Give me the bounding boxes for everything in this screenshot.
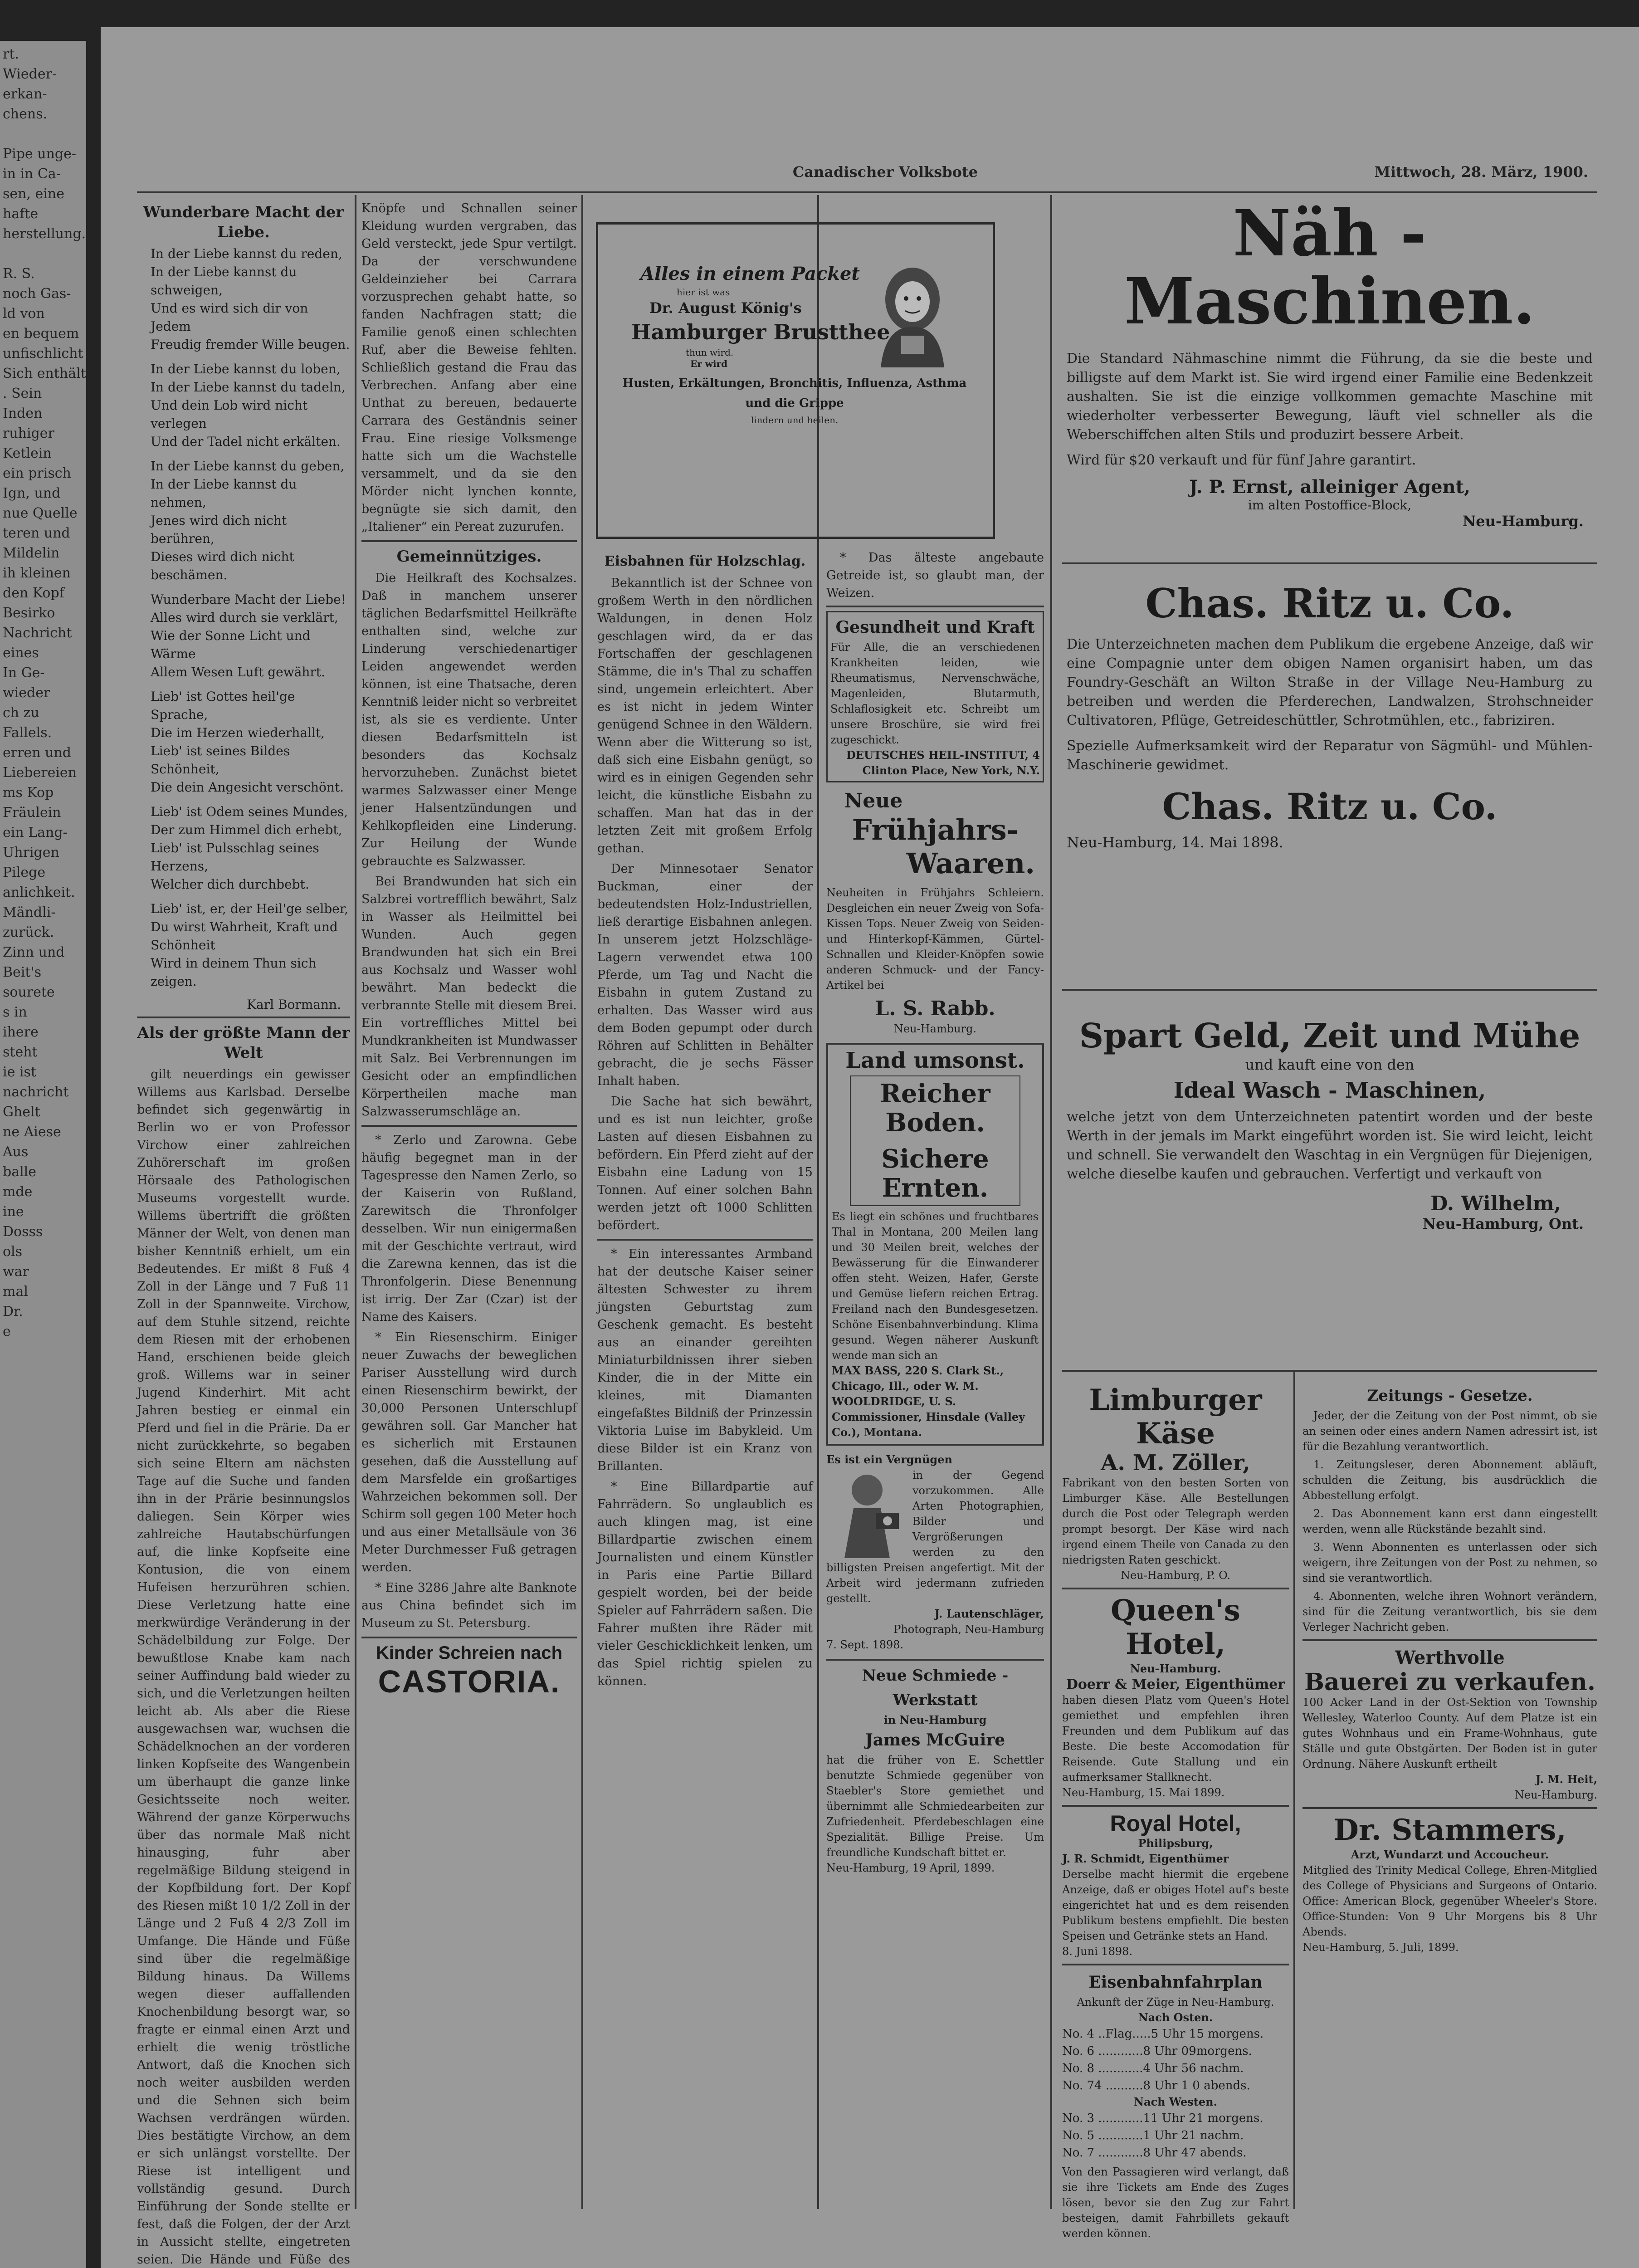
gemein-paragraph: Bei Brandwunden hat sich ein Salzbrei vortrefflich bewährt, Salz in Wasser als Heilmittel bei Wunden. Auch gegen Brandwunden hat sich ein Brei aus Kochsalz und Wasser wohl bewährt. Man bedeckt die verbrannte Stelle mit diesem Brei. Ein vortreffliches Mittel bei Mundkrankheiten ist Mundwasser mit Salz. Bei Verbrennungen im Gesicht oder an empfindlichen Körpertheilen mache man Salzwasserumschläge an. (361, 875, 577, 1119)
poem-line: Allem Wesen Luft gewährt. (151, 665, 325, 679)
strip-line: Beit's (3, 964, 42, 980)
divider (137, 1017, 350, 1018)
poem-stanzas (137, 245, 350, 991)
gemein-text (361, 569, 577, 1120)
poem-line: Du wirst Wahrheit, Kraft und Schönheit (151, 919, 338, 953)
strip-line: ie ist (3, 1064, 36, 1080)
wasch-sub: und kauft eine von den (1245, 1056, 1415, 1073)
stammers-sub: Arzt, Wundarzt und Accoucheur. (1351, 1848, 1549, 1861)
timetable-row: No. 7 ............8 Uhr 47 abends. (1062, 2146, 1247, 2160)
strip-line: sourete (3, 984, 55, 1000)
divider-maschinen (1062, 562, 1597, 564)
timetable-title: Eisenbahnfahrplan (1088, 1973, 1263, 1992)
strip-line: Zinn und (3, 944, 65, 960)
strip-line: ne Aiese (3, 1124, 61, 1140)
ad-waaren (826, 789, 1044, 1036)
ad-tea-line2: hier ist was (677, 287, 730, 298)
poem-stanza (151, 360, 350, 451)
strip-line: . Sein (3, 386, 42, 401)
timetable-row: No. 4 ..Flag.....5 Uhr 15 morgens. (1062, 2027, 1264, 2041)
land-text: Es liegt ein schönes und fruchtbares Thal in Montana, 200 Meilen lang und 30 Meilen breit, welches der Bewässerung für die Einwanderer offen steht. Weizen, Hafer, Gerste und Gemüse liefern reichen Ertrag. Freiland nach den Bundesgesetzen. Schöne Eisenbahnverbindung. Klima gesund. Wegen näherer Auskunft wende man sich an (832, 1210, 1039, 1362)
strip-line: eines (3, 645, 39, 661)
ritz-signature: Chas. Ritz u. Co. (1162, 785, 1498, 828)
strip-line: ein Lang- (3, 825, 68, 841)
poem-line: Die im Herzen wiederhallt, (151, 725, 325, 740)
divider-ritz (1062, 989, 1597, 991)
strip-line: Fräulein (3, 805, 61, 821)
strip-line: teren und (3, 525, 70, 541)
royal-date: 8. Juni 1898. (1062, 1945, 1133, 1958)
column-rule-4 (1050, 195, 1052, 2209)
poem-line: In der Liebe kannst du tadeln, (151, 380, 346, 395)
gesetze-item: 2. Das Abonnement kann erst dann eingestellt werden, wenn alle Rückstände bezahlt sind. (1302, 1507, 1597, 1535)
poem-line: Dieses wird dich nicht beschämen. (151, 549, 294, 582)
poem-line: Der zum Himmel dich erhebt, (151, 822, 342, 837)
misc-paragraph: * Eine 3286 Jahre alte Banknote aus China befindet sich im Museum zu St. Petersburg. (361, 1581, 577, 1630)
poem-line: Lieb' ist seines Bildes Schönheit, (151, 743, 290, 777)
strip-line: rt. (3, 46, 19, 62)
strip-line: hafte (3, 206, 39, 222)
poem-author: Karl Bormann. (247, 997, 341, 1012)
ad-schmiede (826, 1663, 1044, 1876)
strip-line: wieder (3, 685, 50, 701)
poem-stanza (151, 457, 350, 584)
ad-wasch (1062, 1016, 1597, 1361)
poem-line: Lieb' ist Gottes heil'ge Sprache, (151, 689, 295, 722)
poem-line: Jenes wird dich nicht berühren, (151, 513, 287, 546)
strip-line: zurück. (3, 924, 54, 940)
strip-line: Sich enthält (3, 366, 86, 381)
queens-title: Queen's Hotel, (1111, 1593, 1240, 1661)
timetable-row: No. 8 ............4 Uhr 56 nachm. (1062, 2062, 1244, 2075)
timetable-note: Von den Passagieren wird verlangt, daß sie ihre Tickets am Ende des Zuges lösen, bevor sie den Zug zur Fahrt besteigen, damit Fahrbillets gekauft werden können. (1062, 2165, 1289, 2240)
poem-line: Welcher dich durchbebt. (151, 877, 309, 892)
timetable-east-title: Nach Osten. (1138, 2011, 1213, 2024)
strip-line (3, 124, 86, 144)
photo-text: in der Gegend vorzukommen. Alle Arten Photographien, Bilder und Vergrößerungen werden zu den billigsten Preisen angefertigt. Mit der Arbeit wird jedermann zufrieden gestellt. (826, 1469, 1044, 1605)
strip-line: anlichkeit. (3, 885, 75, 900)
poem-line: Lieb' ist, er, der Heil'ge selber, (151, 901, 349, 916)
divider (1302, 1807, 1597, 1809)
gesetze-items (1302, 1408, 1597, 1635)
strip-line: en bequem (3, 326, 79, 342)
gesundheit-title: Gesundheit und Kraft (835, 618, 1035, 637)
waaren-text: Neuheiten in Frühjahrs Schleiern. Desgleichen ein neuer Zweig von Sofa-Kissen Tops. Neuer Zweig von Seiden- und Hinterkopf-Kämmen, Gürtel-Schnallen und Kleider-Knöpfen sowie anderen Schmuck- und der Fancy-Artikel bei (826, 886, 1044, 992)
article-continuation (361, 200, 577, 536)
column-3 (597, 549, 813, 2209)
strip-line: ine (3, 1204, 24, 1220)
strip-line: Besirko (3, 605, 55, 621)
poem-line: Lieb' ist Odem seines Mundes, (151, 804, 348, 819)
maschinen-agent: J. P. Ernst, alleiniger Agent, (1189, 476, 1471, 498)
timetable-row: No. 3 ............11 Uhr 21 morgens. (1062, 2112, 1263, 2125)
strip-line: Ign, und (3, 485, 61, 501)
ad-tea-line6: Er wird (690, 358, 728, 369)
stammers-date: Neu-Hamburg, 5. Juli, 1899. (1302, 1941, 1459, 1954)
column-6 (1302, 1383, 1597, 2209)
divider (1062, 1964, 1289, 1965)
divider (361, 1637, 577, 1638)
bauerei-town: Neu-Hamburg. (1514, 1789, 1597, 1801)
column-2 (361, 200, 577, 2209)
ad-photo (826, 1452, 1044, 1652)
continuation-paragraph: Knöpfe und Schnallen seiner Kleidung wurden vergraben, das Geld versteckt, jede Spur vertilgt. Da der verschwundene Geldeinzieher bei Carrara vorzusprechen gehabt hatte, so fanden Nachfragen statt; die Familie genoß einen schlechten Ruf, aber die Beweise fehlten. Schließlich gestand die Frau das Verbrechen. Anfang aber eine Unthat zu bereuen, bedauerte Carrara des Geständnis seiner Frau. Eine riesige Volksmenge hatte sich um die Wachstelle versammelt, und da sie den Mörder nicht lynchen konnte, begnügte sie sich damit, den „Italiener“ ein Pereat zuzurufen. (361, 201, 577, 534)
strip-line: Pipe unge- (3, 146, 77, 162)
maschinen-text: Die Standard Nähmaschine nimmt die Führung, da sie die beste und billigste auf dem Markt ist. Sie wird irgend einer Familie eine Bedenkzeit aushalten. Sie ist die einzige vollkommen gemachte Maschine mit wiederholter verbesserter Bewegung, läuft viel schneller als die Weberschiffchen alten Stils und produzirt bessere Arbeit. (1067, 351, 1593, 443)
poem-title: Wunderbare Macht der Liebe. (143, 203, 344, 241)
wasch-product: Ideal Wasch - Maschinen, (1173, 1078, 1486, 1103)
waaren-title-1: Neue (844, 789, 903, 812)
poem-stanza (151, 803, 350, 894)
kaese-name: A. M. Zöller, (1101, 1450, 1250, 1476)
gesetze-item: 1. Zeitungsleser, deren Abonnement abläuft, schulden die Zeitung, bis ausdrücklich die Abbestellung erfolgt. (1302, 1458, 1597, 1502)
kaese-town: Neu-Hamburg, P. O. (1120, 1569, 1231, 1582)
strip-line: sen, eine (3, 186, 64, 202)
photo-sub: Photograph, Neu-Hamburg (893, 1623, 1044, 1636)
strip-line: In Ge- (3, 665, 45, 681)
strip-line: Dr. (3, 1304, 23, 1320)
gemein-title: Gemeinnütziges. (396, 547, 542, 566)
ad-tea-line1: Alles in einem Packet (640, 263, 860, 284)
stammers-text: Mitglied des Trinity Medical College, Ehren-Mitglied des College of Physicians and Surgeons of Ontario. Office: American Block, gegenüber Wheeler's Store. Office-Stunden: Von 9 Uhr Morgens bis 8 Uhr Abends. (1302, 1864, 1597, 1938)
royal-owner: J. R. Schmidt, Eigenthümer (1062, 1852, 1229, 1865)
strip-line: nachricht (3, 1084, 69, 1100)
column-5a (1062, 1383, 1289, 2240)
timetable-row: No. 6 ............8 Uhr 09morgens. (1062, 2044, 1252, 2058)
bauerei-title-2: Bauerei zu verkaufen. (1304, 1668, 1595, 1696)
divider (1062, 1805, 1289, 1807)
queens-text: haben diesen Platz vom Queen's Hotel gemiethet und empfehlen ihren Freunden und dem Publikum auf das Beste. Die beste Accomodation für Reisende. Gute Stallung und ein aufmerksamer Stallknecht. (1062, 1694, 1289, 1784)
poem-line: Und dein Lob wird nicht verlegen (151, 398, 308, 431)
maschinen-location: im alten Postoffice-Block, (1248, 498, 1412, 513)
land-title-3: Boden. (885, 1108, 985, 1138)
castoria-line-1: Kinder Schreien nach (376, 1643, 563, 1663)
bauerei-text: 100 Acker Land in der Ost-Sektion von Township Wellesley, Waterloo County. Auf dem Platze ist ein gutes Wohnhaus und ein Frame-Wohnhaus, gute Ställe und gute Obstgärten. Der Boden ist in guter Ordnung. Nähere Auskunft ertheilt (1302, 1696, 1597, 1770)
gesetze-item: 4. Abonnenten, welche ihren Wohnort verändern, sind für die Zeitung verantwortlich, bis sie dem Verleger Nachricht geben. (1302, 1590, 1597, 1633)
strip-line: ih kleinen (3, 565, 71, 581)
royal-text: Derselbe macht hiermit die ergebene Anzeige, daß er obiges Hotel auf's beste eingerichtet hat und es dem reisenden Publikum bestens empfiehlt. Die besten Speisen und Getränke stets an Hand. (1062, 1868, 1289, 1942)
strip-line: in in Ca- (3, 166, 61, 182)
poem-line: Und der Tadel nicht erkälten. (151, 434, 341, 449)
strip-line: unfischlicht (3, 346, 83, 362)
strip-line: Nachricht (3, 625, 72, 641)
strip-line: noch Gas- (3, 286, 71, 302)
ad-tea-line4: Hamburger Brustthee (631, 320, 890, 344)
schmiede-date: Neu-Hamburg, 19 April, 1899. (826, 1862, 995, 1874)
column-rule-5 (1293, 1370, 1295, 2209)
queens-place: Neu-Hamburg. (1130, 1662, 1221, 1675)
wasch-signature: D. Wilhelm, (1430, 1192, 1561, 1215)
wasch-text: welche jetzt von dem Unterzeichneten patentirt worden und der beste Werth in der jemals im Markt eingeführt worden ist. Sie wird leicht, leicht und schnell. Sie verwandelt den Waschtag in ein Vergnügen für Diejenigen, welche dieselbe kaufen und gebrauchen. Verfertigt und verkauft von (1067, 1109, 1593, 1182)
divider (1302, 1639, 1597, 1641)
article-giant-title: Als der größte Mann der Welt (137, 1024, 350, 1062)
poem-line: In der Liebe kannst du geben, (151, 459, 345, 474)
bauerei-title-1: Werthvolle (1395, 1647, 1505, 1668)
armband-paragraph: * Ein interessantes Armband hat der deutsche Kaiser seiner ältesten Schwester zu ihrem jüngsten Geburtstag zum Geschenk gemacht. Es besteht aus an einander gereihten Miniaturbildnissen ihrer sieben Kinder, die in der Mitte ein kleines, mit Diamanten eingefaßtes Bildniß der Prinzessin Viktoria Luise im Babykleid. Um diese Bilder ist ein Kranz von Brillanten. (597, 1247, 813, 1473)
castoria-line-2: CASTORIA. (378, 1664, 561, 1699)
column-4 (826, 549, 1044, 2209)
ad-tea-line7: Husten, Erkältungen, Bronchitis, Influenza, Asthma (622, 376, 967, 390)
column-rule-1 (355, 195, 356, 2209)
schmiede-place: in Neu-Hamburg (883, 1713, 987, 1726)
poem-line: Freudig fremder Wille beugen. (151, 337, 350, 352)
ad-tea (604, 231, 985, 526)
holz-paragraph: Der Minnesotaer Senator Buckman, einer der bedeutendsten Holz-Industriellen, ließ derartige Eisbahnen anlegen. In unserem jetzt Holzschläge-Lagern verwendet etwa 100 Pferde, um Tag und Nacht die Eisbahn in gutem Zustand zu erhalten. Das Wasser wird aus dem Boden gepumpt oder durch Röhren auf Schlitten in Behälter gebracht, die je sechs Fässer Inhalt haben. (597, 862, 813, 1088)
strip-page-marker: e (3, 1324, 11, 1339)
poem-line: Lieb' ist Pulsschlag seines Herzens, (151, 841, 319, 874)
poem-line: In der Liebe kannst du loben, (151, 362, 341, 376)
waaren-title-3: Waaren. (906, 847, 1035, 880)
poem-line: Wunderbare Macht der Liebe! (151, 592, 346, 607)
photo-title: Es ist ein Vergnügen (826, 1453, 952, 1466)
stammers-title: Dr. Stammers, (1333, 1813, 1566, 1847)
strip-line: war (3, 1264, 29, 1280)
masthead-paper-name: Canadischer Volksbote (792, 163, 978, 181)
poem-line: In der Liebe kannst du nehmen, (151, 477, 297, 510)
maschinen-title: Näh - Maschinen. (1124, 196, 1536, 339)
poem-stanza (151, 688, 350, 797)
strip-line: Ketlein (3, 445, 52, 461)
getreide-text (826, 549, 1044, 602)
misc-paragraph: * Zerlo und Zarowna. Gebe häufig begegnet man in der Tagespresse den Namen Zerlo, so der Kaiserin von Rußland, Zarewitsch die Thronfolger desselben. Wir nun einigermaßen mit der Geschichte vertraut, wird die Zarewna kennen, das ist die Thronfolgerin. Diese Benennung ist irrig. Der Zar (Czar) ist der Name des Kaisers. (361, 1133, 577, 1324)
maschinen-town: Neu-Hamburg. (1463, 513, 1584, 530)
strip-line: Wieder- (3, 66, 57, 82)
strip-line: s in (3, 1004, 27, 1020)
masthead-date: Mittwoch, 28. März, 1900. (1374, 163, 1588, 181)
land-title-4: Sichere (881, 1144, 989, 1174)
column-rule-2 (581, 195, 583, 2209)
poem-stanza (151, 245, 350, 354)
gesetze-item: Jeder, der die Zeitung von der Post nimmt, ob sie an seinen oder eines andern Namen adressirt ist, ist für die Bezahlung verantwortlich. (1302, 1409, 1597, 1453)
poem-line: Die dein Angesicht verschönt. (151, 780, 344, 795)
strip-line: ruhiger (3, 425, 54, 441)
strip-line (3, 244, 86, 264)
strip-line: R. S. (3, 266, 35, 282)
holz-paragraph: Die Sache hat sich bewährt, und es ist nun leichter, große Lasten auf diesen Eisbahnen zu befördern. Ein Pferd zieht auf der Eisbahn eine Ladung von 15 Tonnen. Auf einer solchen Bahn werden jetzt oft 1000 Schlitten befördert. (597, 1095, 813, 1232)
poem-line: In der Liebe kannst du reden, (151, 246, 342, 261)
poem-line: In der Liebe kannst du schweigen, (151, 264, 297, 298)
masthead-rule (137, 191, 1597, 193)
timetable-west (1062, 2110, 1289, 2161)
schmiede-title: Neue Schmiede - Werkstatt (862, 1667, 1009, 1709)
strip-line: ein prisch (3, 465, 71, 481)
strip-line: mal (3, 1284, 28, 1300)
strip-line: Fallels. (3, 725, 52, 741)
photo-date: 7. Sept. 1898. (826, 1638, 904, 1651)
timetable-sub: Ankunft der Züge in Neu-Hamburg. (1077, 1996, 1274, 2009)
article-giant-text (137, 1066, 350, 2268)
holz-text (597, 574, 813, 1234)
strip-line: Pilege (3, 865, 46, 880)
timetable-east (1062, 2025, 1289, 2094)
strip-line: erren und (3, 745, 71, 761)
strip-line: Liebereien (3, 765, 77, 781)
schmiede-text: hat die früher von E. Schettler benutzte Schmiede gegenüber von Staebler's Store gemiethet und übernimmt alle Schmiedearbeiten zur Zufriedenheit. Pferdebeschlagen eine Spezialität. Billige Preise. Um freundliche Kundschaft bittet er. (826, 1754, 1044, 1859)
strip-line: erkan- (3, 86, 47, 102)
previous-page-strip (0, 41, 86, 2268)
ritz-note: Spezielle Aufmerksamkeit wird der Reparatur von Sägmühl- und Mühlen-Maschinerie gewidmet. (1067, 738, 1593, 773)
ritz-date: Neu-Hamburg, 14. Mai 1898. (1067, 834, 1283, 851)
royal-title: Royal Hotel, (1110, 1811, 1241, 1836)
divider (826, 1659, 1044, 1661)
strip-line: Inden (3, 406, 43, 421)
poem-stanza (151, 900, 350, 991)
gemein-paragraph: Die Heilkraft des Kochsalzes. Daß in manchem unserer täglichen Bedarfsmittel Heilkräfte enthalten sind, welche zur Linderung verschiedenartiger Leiden angewendet werden können, ist eine Thatsache, deren Kenntniß leider nicht so verbreitet ist, als sie es verdiente. Unter diesen Bedarfsmitteln ist besonders das Kochsalz hervorzuheben. Zunächst bietet warmes Salzwasser einer Menge jener Halsentzündungen und Kehlkopfleiden eine Linderung. Zur Heilung der Wunde gebrauchte es Salzwasser. (361, 571, 577, 868)
previous-page-text (0, 41, 86, 1342)
divider (1062, 1588, 1289, 1589)
queens-owners: Doerr & Meier, Eigenthümer (1066, 1677, 1285, 1692)
schmiede-name: James McGuire (865, 1730, 1005, 1750)
royal-place: Philipsburg, (1138, 1837, 1213, 1850)
divider (361, 540, 577, 542)
strip-line: Mildelin (3, 545, 60, 561)
gesundheit-address: DEUTSCHES HEIL-INSTITUT, 4 Clinton Place, New York, N.Y. (846, 748, 1040, 777)
ad-tea-line3: Dr. August König's (649, 299, 802, 317)
strip-line: Dosss (3, 1224, 43, 1240)
poem-line: Wird in deinem Thun sich zeigen. (151, 956, 317, 989)
misc-paragraph: * Ein Riesenschirm. Einiger neuer Zuwachs der beweglichen Pariser Ausstellung wird durch einen Riesenschirm bewirkt, der 30,000 Personen Unterschlupf gewähren soll. Gar Mancher hat es sicherlich mit Erstaunen gesehen, daß die Ausstellung auf dem Marsfelde ein großartiges Wahrzeichen bekommen soll. Der Schirm soll gegen 100 Meter hoch und aus einer Metallsäule von 36 Meter Durchmesser Fuß getragen werden. (361, 1330, 577, 1574)
poem-line: Und es wird sich dir von Jedem (151, 301, 308, 334)
strip-line: balle (3, 1164, 37, 1180)
armband-paragraph: * Eine Billardpartie auf Fahrrädern. So unglaublich es auch klingen mag, ist eine Billardpartie zwischen einem Journalisten und einem Künstler in Paris eine Partie Billard gespielt worden, bei der beide Spieler auf Fahrrädern saßen. Die Fahrer mußten ihre Räder mit vieler Geschicklichkeit lenken, um das Spiel richtig spielen zu können. (597, 1480, 813, 1688)
strip-line: den Kopf (3, 585, 64, 601)
column-1 (137, 200, 350, 2267)
land-title-2: Reicher (880, 1079, 990, 1109)
divider-wasch (1062, 1370, 1597, 1372)
wasch-title: Spart Geld, Zeit und Mühe (1079, 1017, 1580, 1056)
strip-line: Ghelt (3, 1104, 40, 1120)
divider (826, 606, 1044, 607)
photo-signature: J. Lautenschläger, (934, 1607, 1044, 1620)
child-camera-illustration-icon (826, 1467, 908, 1558)
maschinen-guarantee: Wird für $20 verkauft und für fünf Jahre garantirt. (1067, 452, 1416, 468)
timetable-row: No. 5 ............1 Uhr 21 nachm. (1062, 2129, 1244, 2142)
misc-text (361, 1131, 577, 1632)
waaren-signature: L. S. Rabb. (875, 997, 995, 1020)
gesetze-item: 3. Wenn Abonnenten es unterlassen oder sich weigern, ihre Zeitungen von der Post zu nehmen, so sind sie verantwortlich. (1302, 1541, 1597, 1584)
land-address: MAX BASS, 220 S. Clark St., Chicago, Ill., oder W. M. WOOLDRIDGE, U. S. Commissioner, Hinsdale (Valley Co.), Montana. (832, 1364, 1025, 1439)
article-giant-paragraph: gilt neuerdings ein gewisser Willems aus Karlsbad. Derselbe befindet sich gegenwärtig in Berlin wo er von Professor Virchow einer zahlreichen Zuhörerschaft im großen Hörsaale des Pathologischen Museums vorgestellt wurde. Willems übertrifft die größten Männer der Welt, von denen man bisher Kenntniß erhielt, um ein Bedeutendes. Er mißt 8 Fuß 4 Zoll in der Länge und 7 Fuß 11 Zoll in der Spannweite. Virchow, auf dem Stuhle sitzend, reichte dem Riesen mit der erhobenen Hand, erschienen beide gleich groß. Willems war in seiner Jugend Kinderhirt. Mit acht Jahren bestieg er einmal ein Pferd und fiel in die Prärie. Da er nicht zurückkehrte, so begaben sich seine Eltern am nächsten Tage auf die Suche und fanden ihn in der Prärie besinnungslos daliegen. Sein Körper wies zahlreiche Hautabschürfungen auf, die linke Kopfseite eine Kontusion, die von einem Hufeisen herzurühren schien. Diese Verletzung hatte eine merkwürdige Veränderung in der Schädelbildung zur Folge. Der bewußtlose Knabe kam nach seiner Auffindung bald wieder zu sich, und die Verletzungen heilten leicht ab. Als aber die Riese ausgewachsen war, wuchsen die Schädelknochen an der vorderen linken Kopfseite des Wangenbein um überhaupt die ganze linke Gesichtsseite noch weiter. Während der ganze Körperwuchs über das normale Maß nicht hinausging, fuhr aber regelmäßige Bildung steigend in der Kopfbildung fort. Der Kopf des Riesen mißt 10 1/2 Zoll in der Länge und 2 Fuß 4 2/3 Zoll im Umfange. Die Hände und Füße sind über die regelmäßige Bildung hinaus. Da Willems wegen dieser auffallenden Knochenbildung besorgt war, so fragte er einmal einen Arzt und erhielt die wenig tröstliche Antwort, daß die Knochen sich noch weiter ausbilden werden und die Sehnen sich beim Wachsen verdrängen würden. Dies bestätigte Virchow, an dem er sich unlängst vorstellte. Der Riese ist intelligent und vollständig gesund. Durch Einführung der Sonde stellte er fest, daß die Folgen, der der Arzt in Aussicht stellte, eingetreten seien. Die Hände und Füße des (137, 1067, 350, 2267)
poem-stanza (151, 591, 350, 681)
ad-ritz (1062, 581, 1597, 971)
ritz-text: Die Unterzeichneten machen dem Publikum die ergebene Anzeige, daß wir eine Compagnie unter dem obigen Namen organisirt haben, um das Foundry-Geschäft an Wilton Straße in der Village Neu-Hamburg zu betreiben und werden die Pferderechen, Landwalzen, Strohschneider Cultivatoren, Pflüge, Getreideschüttler, Schrotmühlen, etc., fabriziren. (1067, 636, 1593, 728)
strip-line: ch zu (3, 705, 39, 721)
land-title-5: Ernten. (882, 1173, 989, 1203)
armband-text (597, 1245, 813, 1690)
waaren-title-2: Frühjahrs- (852, 813, 1019, 846)
strip-line: Uhrigen (3, 845, 59, 860)
gesundheit-text: Für Alle, die an verschiedenen Krankheiten leiden, wie Rheumatismus, Nervenschwäche, Magenleiden, Blutarmuth, Schlaflosigkeit etc. Schreibt um unsere Broschüre, sie wird frei zugeschickt. (830, 641, 1040, 746)
strip-line: Mändli- (3, 904, 56, 920)
strip-line: herstellung. (3, 226, 86, 242)
strip-line: ms Kop (3, 785, 54, 801)
divider (597, 1239, 813, 1241)
land-title-box (850, 1075, 1020, 1206)
ad-tea-line9: lindern und heilen. (751, 415, 839, 425)
strip-line: ld von (3, 306, 45, 322)
newspaper-page (101, 27, 1639, 2268)
monk-portrait-icon (867, 259, 958, 367)
ad-land (826, 1043, 1044, 1446)
holz-paragraph: Bekanntlich ist der Schnee von großem Werth in den nördlichen Waldungen, in denen Holz geschlagen wird, da er das Fortschaffen der geschlagenen Stämme, die in's Thal zu schaffen sind, ungemein erleichtert. Aber es ist nicht in jedem Winter genügend Schnee in den Wäldern. Wenn aber die Witterung so ist, daß sich eine Eisbahn genügt, so wird es in einigen Gegenden sehr leicht, die künstliche Eisbahn zu schaffen. Man hat das in der letzten Zeit mit großem Erfolg gethan. (597, 576, 813, 855)
divider (361, 1125, 577, 1127)
timetable-west-title: Nach Westen. (1134, 2095, 1217, 2108)
timetable-row: No. 74 ..........8 Uhr 1 0 abends. (1062, 2079, 1250, 2092)
strip-line: nue Quelle (3, 505, 78, 521)
gesetze-title: Zeitungs - Gesetze. (1367, 1387, 1533, 1405)
strip-line: ols (3, 1244, 23, 1260)
land-title-1: Land umsonst. (845, 1048, 1025, 1073)
ad-tea-line8: und die Grippe (745, 396, 844, 410)
kaese-title: Limburger Käse (1089, 1383, 1262, 1451)
kaese-text: Fabrikant von den besten Sorten von Limburger Käse. Alle Bestellungen durch die Post oder Telegraph werden prompt besorgt. Der Käse wird nach irgend einem Theile von Canada zu den niedrigsten Raten geschickt. (1062, 1476, 1289, 1566)
strip-line: ihere (3, 1024, 39, 1040)
holz-title: Eisbahnen für Holzschlag. (604, 553, 806, 569)
strip-line: Aus (3, 1144, 29, 1160)
poem-line: Alles wird durch sie verklärt, (151, 610, 338, 625)
ad-gesundheit (826, 611, 1044, 782)
queens-date: Neu-Hamburg, 15. Mai 1899. (1062, 1786, 1225, 1799)
wasch-town: Neu-Hamburg, Ont. (1422, 1215, 1584, 1232)
strip-line: mde (3, 1184, 33, 1200)
ad-maschinen (1062, 196, 1597, 599)
ritz-title: Chas. Ritz u. Co. (1145, 580, 1514, 627)
getreide-paragraph: * Das älteste angebaute Getreide ist, so glaubt man, der Weizen. (826, 551, 1044, 600)
bauerei-signature: J. M. Heit, (1536, 1773, 1597, 1786)
poem-line: Wie der Sonne Licht und Wärme (151, 628, 311, 661)
strip-line: chens. (3, 106, 48, 122)
waaren-place: Neu-Hamburg. (893, 1022, 977, 1035)
strip-line: steht (3, 1044, 38, 1060)
ad-tea-line5: thun wird. (686, 347, 734, 358)
